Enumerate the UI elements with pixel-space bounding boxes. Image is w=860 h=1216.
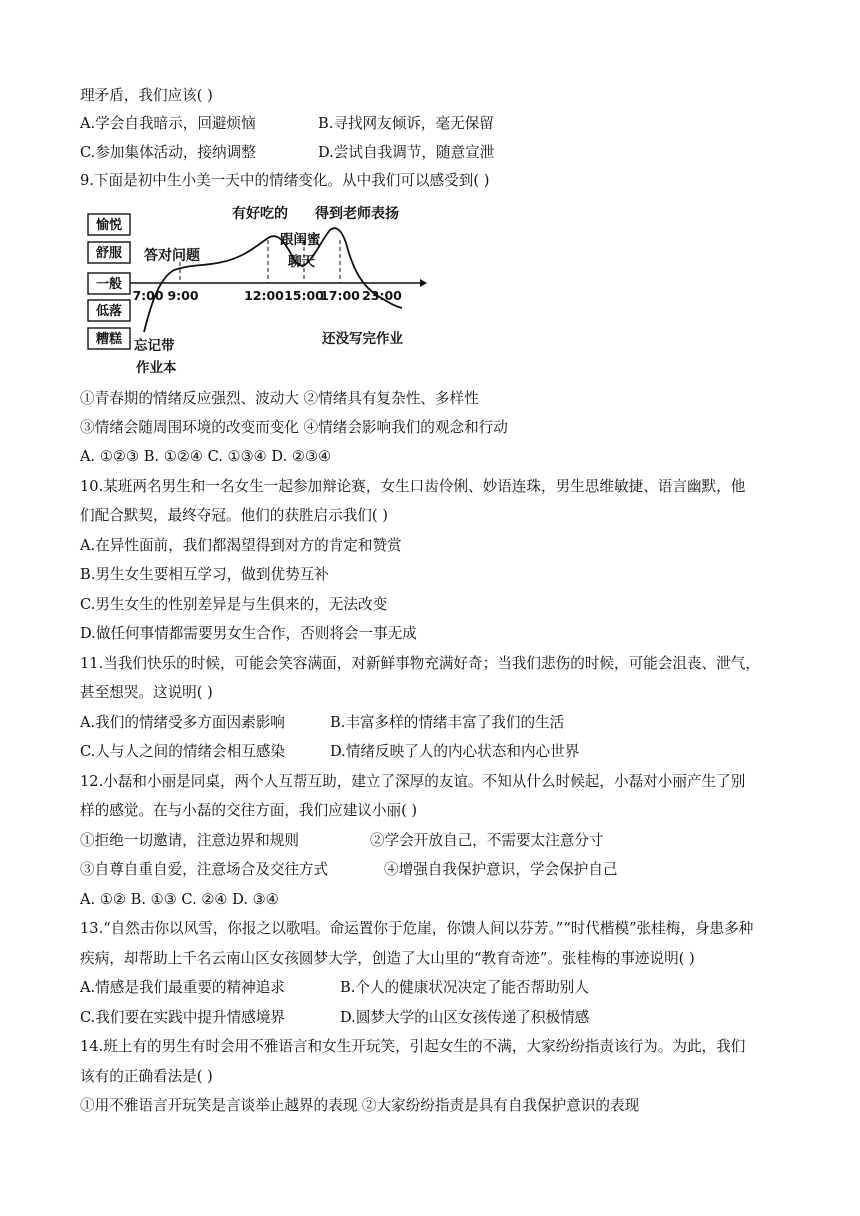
q9-statement-3-4: ③情绪会随周围环境的改变而变化 ④情绪会影响我们的观念和行动 bbox=[80, 419, 508, 436]
axis-arrow bbox=[420, 279, 427, 287]
q8-option-d: D.尝试自我调节，随意宣泄 bbox=[318, 144, 495, 161]
q12-statement-4: ④增强自我保护意识，学会保护自己 bbox=[384, 861, 618, 878]
annotation-forgot-line1: 忘记带 bbox=[134, 338, 175, 354]
x-tick-label: 17:00 bbox=[320, 288, 360, 303]
q11-option-b: B.丰富多样的情绪丰富了我们的生活 bbox=[330, 714, 565, 731]
q13-stem-line1: 13.“自然击你以风雪，你报之以歌唱。命运置你于危崖，你馈人间以芬芳。”“时代楷模”张桂梅，身患多种 bbox=[80, 920, 754, 937]
q13-option-a: A.情感是我们最重要的精神追求 bbox=[80, 979, 285, 996]
annotation-answer: 答对问题 bbox=[144, 248, 200, 264]
q12-stem-line1: 12.小磊和小丽是同桌，两个人互帮互助，建立了深厚的友谊。不知从什么时候起，小磊对小丽产生了别 bbox=[80, 773, 746, 790]
q9-options: A. ①②③ B. ①②④ C. ①③④ D. ②③④ bbox=[80, 448, 332, 465]
level-label: 低落 bbox=[95, 304, 123, 319]
q12-statement-2: ②学会开放自己，不需要太注意分寸 bbox=[370, 832, 604, 849]
q14-stem-line1: 14.班上有的男生有时会用不雅语言和女生开玩笑，引起女生的不满，大家纷纷指责该行为。为此，我们 bbox=[80, 1038, 746, 1055]
level-label: 糟糕 bbox=[95, 332, 123, 347]
q10-option-c: C.男生女生的性别差异是与生俱来的，无法改变 bbox=[80, 596, 388, 613]
q13-option-d: D.圆梦大学的山区女孩传递了积极情感 bbox=[340, 1009, 590, 1026]
q11-option-a: A.我们的情绪受多方面因素影响 bbox=[80, 714, 285, 731]
x-tick-label: 7:00 bbox=[132, 288, 164, 303]
q10-stem-line2: 们配合默契，最终夺冠。他们的获胜启示我们( ) bbox=[80, 507, 388, 524]
q14-stem-line2: 该有的正确看法是( ) bbox=[80, 1068, 213, 1085]
q8-option-c: C.参加集体活动，接纳调整 bbox=[80, 144, 256, 161]
q10-option-b: B.男生女生要相互学习，做到优势互补 bbox=[80, 566, 329, 583]
x-tick-label: 15:00 bbox=[284, 288, 324, 303]
q13-stem-line2: 疾病，却帮助上千名云南山区女孩圆梦大学，创造了大山里的“教育奇迹”。张桂梅的事迹说明( ) bbox=[80, 950, 695, 967]
q8-option-a: A.学会自我暗示，回避烦恼 bbox=[80, 115, 256, 132]
annotation-praise: 得到老师表扬 bbox=[315, 206, 399, 222]
q11-option-c: C.人与人之间的情绪会相互感染 bbox=[80, 743, 286, 760]
level-label: 一般 bbox=[95, 277, 123, 292]
q13-option-c: C.我们要在实践中提升情感境界 bbox=[80, 1009, 286, 1026]
level-label: 舒服 bbox=[95, 246, 123, 261]
q12-stem-line2: 样的感觉。在与小磊的交往方面，我们应建议小丽( ) bbox=[80, 802, 418, 819]
q10-stem-line1: 10.某班两名男生和一名女生一起参加辩论赛，女生口齿伶俐、妙语连珠，男生思维敏捷、语言幽默，他 bbox=[80, 478, 746, 495]
q12-statement-1: ①拒绝一切邀请，注意边界和规则 bbox=[80, 832, 299, 849]
annotation-chat-line2: 聊天 bbox=[288, 254, 315, 270]
emotion-curve bbox=[144, 228, 402, 332]
x-tick-label: 9:00 bbox=[167, 288, 199, 303]
q11-stem-line2: 甚至想哭。这说明( ) bbox=[80, 684, 213, 701]
level-label: 愉悦 bbox=[95, 218, 123, 233]
annotation-forgot-line2: 作业本 bbox=[136, 360, 177, 376]
q12-statement-3: ③自尊自重自爱，注意场合及交往方式 bbox=[80, 861, 329, 878]
q8-stem-tail: 理矛盾，我们应该( ) bbox=[80, 87, 213, 104]
q12-options: A. ①② B. ①③ C. ②④ D. ③④ bbox=[80, 891, 279, 908]
q14-statements-1-2: ①用不雅语言开玩笑是言谈举止越界的表现 ②大家纷纷指责是具有自我保护意识的表现 bbox=[80, 1097, 640, 1114]
q8-option-b: B.寻找网友倾诉，毫无保留 bbox=[318, 115, 494, 132]
q10-option-d: D.做任何事情都需要男女生合作，否则将会一事无成 bbox=[80, 625, 417, 642]
q10-option-a: A.在异性面前，我们都渴望得到对方的肯定和赞赏 bbox=[80, 537, 402, 554]
q9-stem: 9.下面是初中生小美一天中的情绪变化。从中我们可以感受到( ) bbox=[80, 172, 490, 189]
q11-stem-line1: 11.当我们快乐的时候，可能会笑容满面，对新鲜事物充满好奇；当我们悲伤的时候，可能会沮丧、泄气， bbox=[80, 655, 760, 672]
q9-statement-1-2: ①青春期的情绪反应强烈、波动大 ②情绪具有复杂性、多样性 bbox=[80, 390, 479, 407]
annotation-homework: 还没写完作业 bbox=[322, 331, 403, 347]
annotation-chat-line1: 跟闺蜜 bbox=[280, 232, 321, 248]
annotation-good-food: 有好吃的 bbox=[232, 206, 288, 222]
x-tick-label: 12:00 bbox=[244, 288, 284, 303]
x-tick-label: 23:00 bbox=[362, 288, 402, 303]
q11-option-d: D.情绪反映了人的内心状态和内心世界 bbox=[330, 743, 580, 760]
q13-option-b: B.个人的健康状况决定了能否帮助别人 bbox=[340, 979, 589, 996]
emotion-chart bbox=[82, 200, 432, 378]
